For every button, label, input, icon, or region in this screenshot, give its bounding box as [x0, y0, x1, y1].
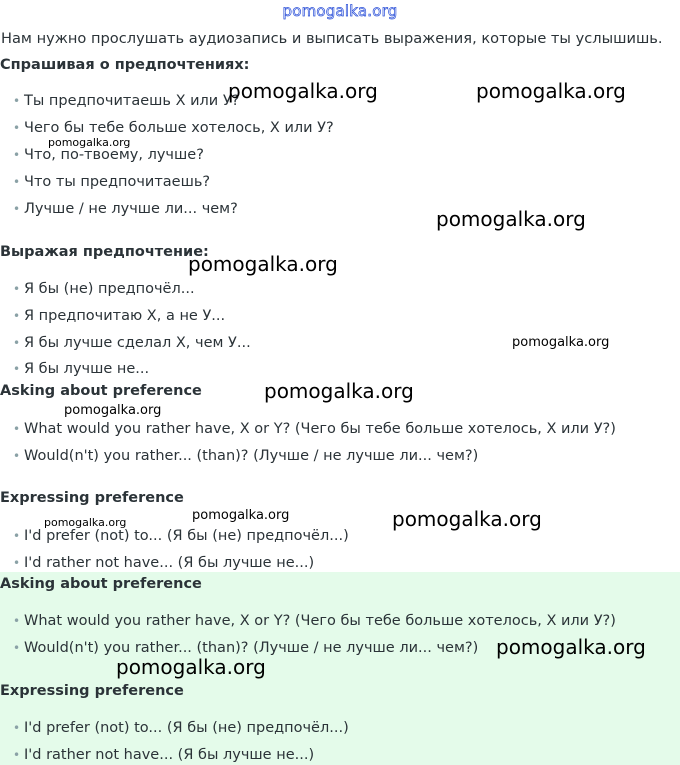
list-item: • Я предпочитаю X, а не У... [13, 308, 226, 324]
watermark: pomogalka.org [116, 655, 266, 679]
bullet-icon: • [13, 449, 21, 463]
list-item: • Would(n't) you rather... (than)? (Лучше / не лучше ли... чем?) [13, 448, 479, 464]
watermark: pomogalka.org [188, 252, 338, 276]
bullet-icon: • [13, 641, 21, 655]
list-item: • What would you rather have, X or Y? (Чего бы тебе больше хотелось, X или У?) [13, 613, 616, 629]
section-heading-ru-expressing: Выражая предпочтение: [0, 244, 209, 260]
watermark: pomogalka.org [44, 516, 127, 529]
watermark: pomogalka.org [496, 635, 646, 659]
watermark: pomogalka.org [512, 335, 610, 350]
highlighted-block [0, 572, 680, 765]
intro-text: Нам нужно прослушать аудиозапись и выписать выражения, которые ты услышишь. [1, 30, 663, 47]
watermark: pomogalka.org [264, 379, 414, 403]
bullet-icon: • [13, 309, 21, 323]
bullet-icon: • [13, 94, 21, 108]
list-item: • Что, по-твоему, лучше? [13, 147, 204, 163]
list-item: • Я бы (не) предпочёл... [13, 281, 195, 297]
section-heading-en-expressing: Expressing preference [0, 490, 184, 506]
watermark: pomogalka.org [392, 507, 542, 531]
section-heading-ru-asking: Спрашивая о предпочтениях: [0, 57, 250, 73]
list-item: • Я бы лучше сделал X, чем У... [13, 335, 251, 351]
watermark: pomogalka.org [476, 79, 626, 103]
bullet-icon: • [13, 529, 21, 543]
list-item: • I'd prefer (not) to... (Я бы (не) предпочёл...) [13, 720, 349, 736]
bullet-icon: • [13, 175, 21, 189]
bullet-icon: • [13, 336, 21, 350]
bullet-icon: • [13, 202, 21, 216]
list-item: • Чего бы тебе больше хотелось, X или У? [13, 120, 334, 136]
list-item: • Что ты предпочитаешь? [13, 174, 211, 190]
list-item: • I'd prefer (not) to... (Я бы (не) предпочёл...) [13, 528, 349, 544]
list-item: • I'd rather not have... (Я бы лучше не...) [13, 555, 315, 571]
section-heading-en-asking-repeat: Asking about preference [0, 576, 202, 592]
section-heading-en-asking: Asking about preference [0, 383, 202, 399]
list-item: • Я бы лучше не... [13, 361, 150, 377]
bullet-icon: • [13, 614, 21, 628]
bullet-icon: • [13, 121, 21, 135]
bullet-icon: • [13, 362, 21, 376]
bullet-icon: • [13, 282, 21, 296]
section-heading-en-expressing-repeat: Expressing preference [0, 683, 184, 699]
bullet-icon: • [13, 721, 21, 735]
watermark: pomogalka.org [228, 79, 378, 103]
bullet-icon: • [13, 148, 21, 162]
list-item: • Would(n't) you rather... (than)? (Лучше / не лучше ли... чем?) [13, 640, 479, 656]
list-item: • Лучше / не лучше ли... чем? [13, 201, 238, 217]
bullet-icon: • [13, 422, 21, 436]
list-item: • Ты предпочитаешь X или У? [13, 93, 240, 109]
site-header-label: pomogalka.org [282, 2, 398, 20]
bullet-icon: • [13, 556, 21, 570]
watermark: pomogalka.org [192, 508, 290, 523]
watermark: pomogalka.org [436, 207, 586, 231]
watermark: pomogalka.org [64, 403, 162, 418]
list-item: • What would you rather have, X or Y? (Чего бы тебе больше хотелось, X или У?) [13, 421, 616, 437]
watermark: pomogalka.org [48, 136, 131, 149]
bullet-icon: • [13, 748, 21, 762]
list-item: • I'd rather not have... (Я бы лучше не...) [13, 747, 315, 763]
